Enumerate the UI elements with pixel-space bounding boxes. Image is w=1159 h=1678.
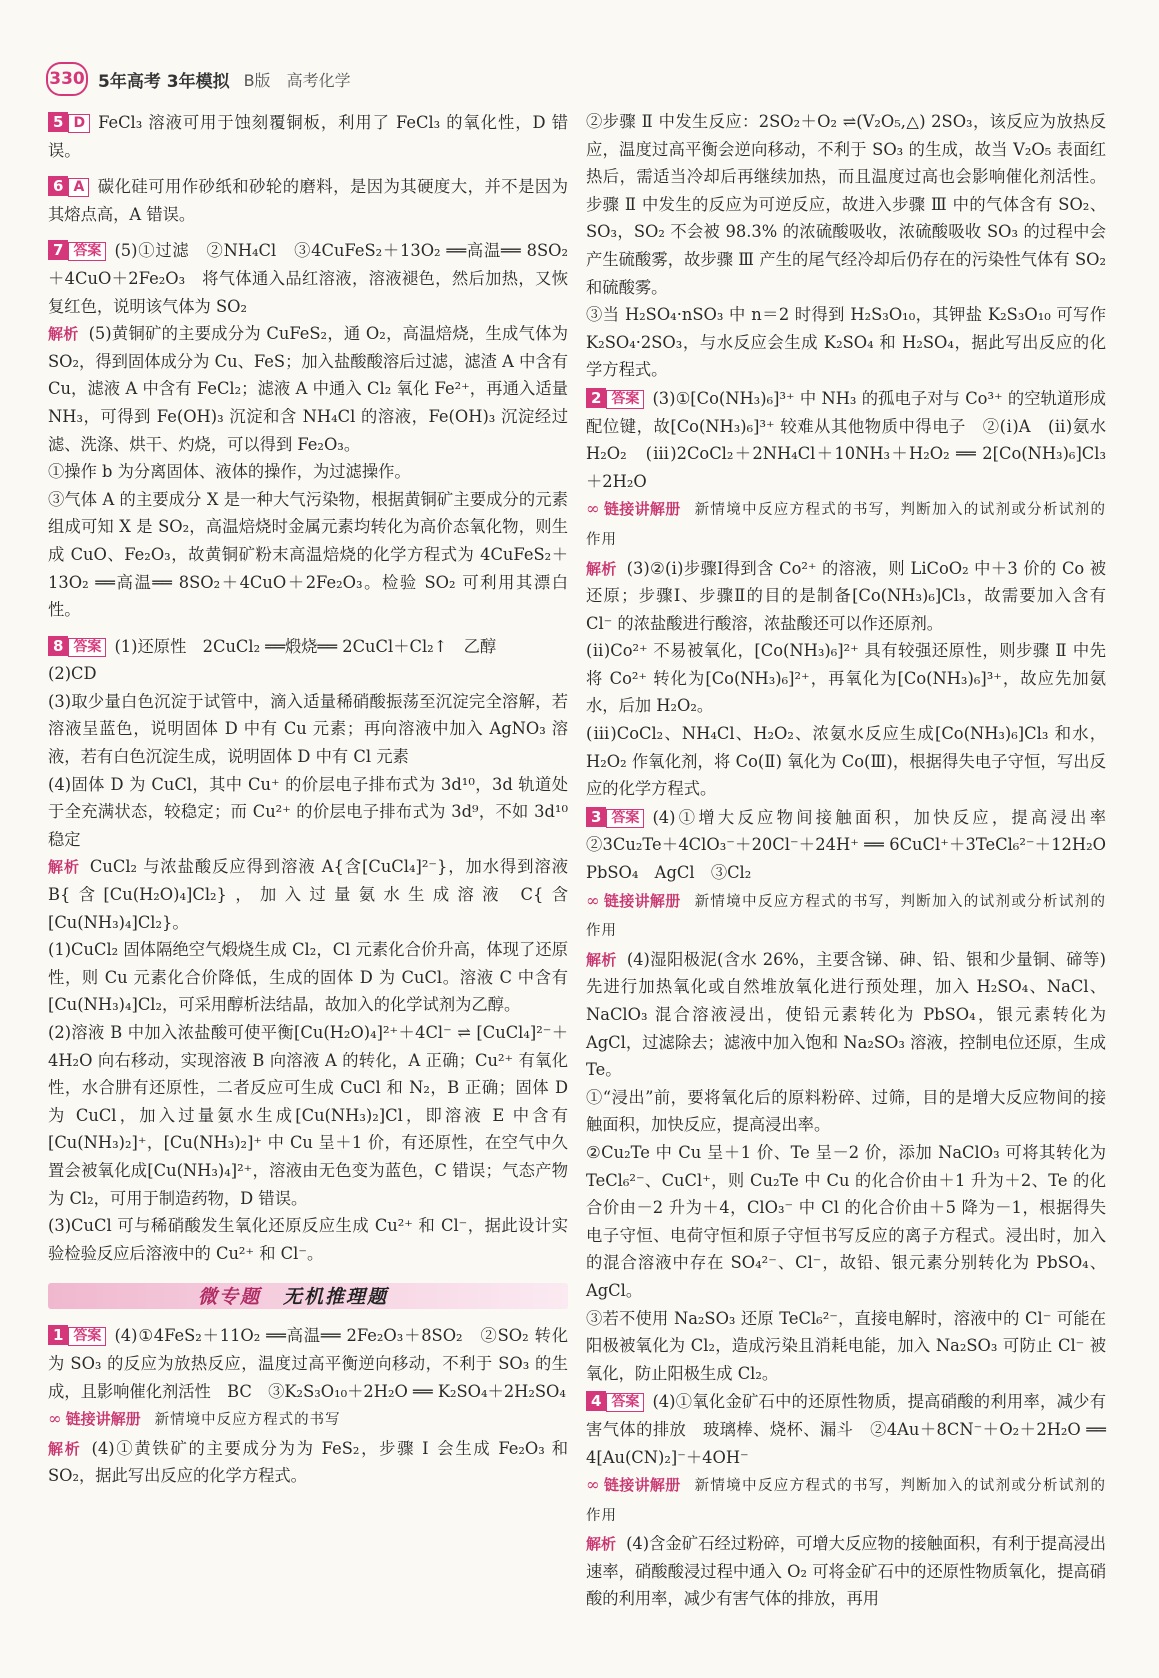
w1-answer-text: (4)①4FeS₂＋11O₂ ══高温══ 2Fe₂O₃＋8SO₂ ②SO₂ 转化为 SO₃ 的反应为放热反应，温度过高平衡逆向移动，不利于 SO₃ 的生成，且影响催化剂活性 BC ③K₂S₃O₁₀＋2H₂O ══ K₂SO₄＋2H₂SO₄ xyxy=(48,1326,568,1401)
q5-block xyxy=(48,108,568,164)
w2-answer-text: (3)①[Co(NH₃)₆]³⁺ 中 NH₃ 的孤电子对与 Co³⁺ 的空轨道形成配位键，故[Co(NH₃)₆]³⁺ 较难从其他物质中得电子 ②(ⅰ)A (ⅱ)氨水 H₂O₂ (ⅲ)2CoCl₂＋2NH₄Cl＋10NH₃＋H₂O₂ ══ 2[Co(NH₃)₆]Cl₃＋2H₂O xyxy=(586,388,1123,491)
q5-text: FeCl₃ 溶液可用于蚀刻覆铜板，利用了 FeCl₃ 的氧化性，D 错误。 xyxy=(48,113,568,160)
w3-answer-text: (4)①增大反应物间接触面积，加快反应，提高浸出率 ②3Cu₂Te＋4ClO₃⁻＋20Cl⁻＋24H⁺ ══ 6CuCl⁺＋3TeCl₆²⁻＋12H₂O PbSO₄ AgCl ③Cl₂ xyxy=(586,807,1123,883)
link-label: 链接讲解册 xyxy=(603,1476,681,1495)
analysis-label: 解析 xyxy=(48,858,80,877)
q6-badge: 6 A xyxy=(48,172,89,200)
book-edition: B版 xyxy=(243,70,271,90)
w1-analysis xyxy=(48,1435,568,1490)
link-label: 链接讲解册 xyxy=(65,1410,141,1429)
w2-analysis-2: (ⅱ)Co²⁺ 不易被氧化，[Co(NH₃)₆]²⁺ 具有较强还原性，则步骤 Ⅱ 中先将 Co²⁺ 转化为[Co(NH₃)₆]²⁺，再氧化为[Co(NH₃)₆]³⁺，故应先加氨水，后加 H₂O₂。 xyxy=(586,641,1106,716)
page-number: 330 xyxy=(46,62,88,96)
w1-analysis-cont-1: ②步骤 Ⅱ 中发生反应：2SO₂＋O₂ ⇌(V₂O₅,△) 2SO₃，该反应为放热反应，温度过高平衡会逆向移动，不利于 SO₃ 的生成，故当 V₂O₅ 表面红热后，需适当冷却后再继续加热，而且温度过高也会影响催化剂活性。步骤 Ⅱ 中发生的反应为可逆反应，故进入步骤 Ⅲ 中的气体含有 SO₂、SO₃，SO₂ 不会被 98.3% 的浓硫酸吸收，浓硫酸吸收 SO₃ 的过程中会产生硫酸雾，故步骤 Ⅲ 产生的尾气经冷却后仍存在的污染性气体有 SO₂ 和硫酸雾。 xyxy=(586,112,1106,297)
q8-analysis-3: (3)CuCl 可与稀硝酸发生氧化还原反应生成 Cu²⁺ 和 Cl⁻，据此设计实验检验反应后溶液中的 Cu²⁺ 和 Cl⁻。 xyxy=(48,1216,568,1263)
w2-analysis-3: (ⅲ)CoCl₂、NH₄Cl、H₂O₂、浓氨水反应生成[Co(NH₃)₆]Cl₃ 和水，H₂O₂ 作氧化剂，将 Co(Ⅱ) 氧化为 Co(Ⅲ)，根据得失电子守恒，写出反应的化学方程式。 xyxy=(586,724,1106,799)
right-column xyxy=(586,108,1123,1613)
w4-analysis xyxy=(586,1530,1106,1613)
w2-analysis xyxy=(586,555,1106,638)
w2-answer xyxy=(586,384,1123,495)
link-label: 链接讲解册 xyxy=(603,891,681,910)
link-label: 链接讲解册 xyxy=(603,500,681,519)
link-icon: ∞ xyxy=(586,1475,600,1495)
q5-badge: 5 D xyxy=(48,108,90,136)
w3-analysis xyxy=(586,946,1106,1084)
w2-link xyxy=(586,495,1106,554)
w1-answer xyxy=(48,1321,568,1405)
q8-answer-3: (3)取少量白色沉淀于试管中，滴入适量稀硝酸振荡至沉淀完全溶解，若溶液呈蓝色，说明固体 D 中有 Cu 元素；再向溶液中加入 AgNO₃ 溶液，若有白色沉淀生成，说明固体 D 中有 Cl 元素 xyxy=(48,691,568,767)
w3-link xyxy=(586,887,1106,946)
q6-text: 碳化硅可用作砂纸和砂轮的磨料，是因为其硬度大，并不是因为其熔点高，A 错误。 xyxy=(48,177,568,224)
q7-answer xyxy=(48,236,568,320)
book-subject: 高考化学 xyxy=(286,70,351,90)
w3-analysis-3: ②Cu₂Te 中 Cu 呈＋1 价、Te 呈－2 价，添加 NaClO₃ 可将其转化为 TeCl₆²⁻、CuCl⁺，则 Cu₂Te 中 Cu 的化合价由＋1 升为＋2、Te 的化合价由－2 升为＋4，ClO₃⁻ 中 Cl 的化合价由＋5 降为－1，根据得失电子守恒、电荷守恒和原子守恒书写反应的离子方程式。浸出时，加入的混合溶液中存在 SO₄²⁻、Cl⁻，故铅、银元素分别转化为 PbSO₄、AgCl。 xyxy=(586,1142,1106,1300)
book-title: 5年高考 3年模拟 xyxy=(98,71,230,92)
q8-answer-2: (2)CD xyxy=(48,664,97,684)
w3-answer xyxy=(586,803,1123,887)
q8-analysis-2: (2)溶液 B 中加入浓盐酸可使平衡[Cu(H₂O)₄]²⁺＋4Cl⁻ ⇌ [CuCl₄]²⁻＋4H₂O 向右移动，实现溶液 B 向溶液 A 的转化，A 正确；Cu²⁺ 有氧化性，水合肼有还原性，二者反应可生成 CuCl 和 N₂，B 正确；固体 D 为 CuCl，加入过量氨水生成[Cu(NH₃)₂]Cl，即溶液 E 中含有[Cu(NH₃)₂]⁺，[Cu(NH₃)₂]⁺ 中 Cu 呈＋1 价，有还原性，在空气中久置会被氧化成[Cu(NH₃)₄]²⁺，溶液由无色变为蓝色，C 错误；气态产物为 Cl₂，可用于制造药物，D 错误。 xyxy=(48,1023,568,1208)
link-icon: ∞ xyxy=(586,499,600,519)
analysis-label: 解析 xyxy=(48,325,79,344)
w4-badge: 4 答案 xyxy=(586,1387,644,1415)
q8-answer-4: (4)固体 D 为 CuCl，其中 Cu⁺ 的价层电子排布式为 3d¹⁰，3d 轨道处于全充满状态，较稳定；而 Cu²⁺ 的价层电子排布式为 3d⁹，不如 3d¹⁰ 稳定 xyxy=(48,774,568,849)
w3-analysis-2: ①“浸出”前，要将氧化后的原料粉碎、过筛，目的是增大反应物间的接触面积，加快反应，提高浸出率。 xyxy=(586,1087,1106,1135)
w1-analysis-text: (4)①黄铁矿的主要成分为为 FeS₂，步骤 Ⅰ 会生成 Fe₂O₃ 和 SO₂，据此写出反应的化学方程式。 xyxy=(48,1438,568,1486)
w1-link xyxy=(48,1405,568,1435)
q8-answer-1: (1)还原性 2CuCl₂ ══煅烧══ 2CuCl＋Cl₂↑ 乙醇 xyxy=(114,636,497,656)
analysis-label: 解析 xyxy=(48,1439,82,1458)
analysis-label: 解析 xyxy=(586,1535,617,1554)
link-context: 新情境中反应方程式的书写，判断加入的试剂或分析试剂的作用 xyxy=(586,1478,1106,1524)
w4-answer xyxy=(586,1387,1106,1471)
w4-link xyxy=(586,1471,1106,1530)
link-context: 新情境中反应方程式的书写，判断加入的试剂或分析试剂的作用 xyxy=(586,893,1106,940)
q7-analysis-3: ③气体 A 的主要成分 X 是一种大气污染物，根据黄铜矿主要成分的元素组成可知 X 是 SO₂，高温焙烧时金属元素均转化为高价态氧化物，则生成 CuO、Fe₂O₃，故黄铜矿粉末高温焙烧的化学方程式为 4CuFeS₂＋13O₂ ══高温══ 8SO₂＋4CuO＋2Fe₂O₃。检验 SO₂ 可利用其漂白性。 xyxy=(48,489,568,620)
q8-analysis-1: (1)CuCl₂ 固体隔绝空气煅烧生成 Cl₂，Cl 元素化合价升高，体现了还原性，则 Cu 元素化合价降低，生成的固体 D 为 CuCl。溶液 C 中含有[Cu(NH₃)₄]Cl₂，可采用醇析法结晶，故加入的化学试剂为乙醇。 xyxy=(48,940,568,1015)
q7-analysis-2: ①操作 b 为分离固体、液体的操作，为过滤操作。 xyxy=(48,462,411,482)
q8-answer xyxy=(48,632,568,661)
w4-answer-text: (4)①氧化金矿石中的还原性物质，提高硝酸的利用率，减少有害气体的排放 玻璃棒、烧杯、漏斗 ②4Au＋8CN⁻＋O₂＋2H₂O ══ 4[Au(CN)₂]⁻＋4OH⁻ xyxy=(586,1392,1106,1467)
w4-analysis-text: (4)含金矿石经过粉碎，可增大反应物的接触面积，有利于提高浸出速率，硝酸酸浸过程中通入 O₂ 可将金矿石中的还原性物质氧化，提高硝酸的利用率，减少有害气体的排放，再用 xyxy=(586,1534,1106,1609)
q7-analysis-1: (5)黄铜矿的主要成分为 CuFeS₂，通 O₂，高温焙烧，生成气体为 SO₂，得到固体成分为 Cu、FeS；加入盐酸酸溶后过滤，滤渣 A 中含有 Cu，滤液 A 中含有 FeCl₂；滤液 A 中通入 Cl₂ 氧化 Fe²⁺，再通入适量 NH₃，可得到 Fe(OH)₃ 沉淀和含 NH₄Cl 的溶液，Fe(OH)₃ 沉淀经过滤、洗涤、烘干、灼烧，可以得到 Fe₂O₃。 xyxy=(48,324,568,454)
banner-label: 微专题 xyxy=(198,1286,262,1309)
page-header xyxy=(46,62,351,96)
link-context: 新情境中反应方程式的书写 xyxy=(154,1412,341,1429)
link-icon: ∞ xyxy=(48,1409,62,1429)
topic-banner xyxy=(48,1277,568,1313)
w2-analysis-1: (3)②(ⅰ)步骤Ⅰ得到含 Co²⁺ 的溶液，则 LiCoO₂ 中＋3 价的 Co 被还原；步骤Ⅰ、步骤Ⅱ的目的是制备[Co(NH₃)₆]Cl₃，故需要加入含有 Cl⁻ 的浓盐酸进行酸溶，浓盐酸还可以作还原剂。 xyxy=(586,558,1106,633)
q8-badge: 8 答案 xyxy=(48,632,106,660)
q6-block xyxy=(48,172,568,228)
w1-analysis-cont-2: ③当 H₂SO₄·nSO₃ 中 n＝2 时得到 H₂S₃O₁₀，其钾盐 K₂S₃O₁₀ 可写作 K₂SO₄·2SO₃，与水反应会生成 K₂SO₄ 和 H₂SO₄，据此写出反应的化学方程式。 xyxy=(586,305,1106,380)
q8-analysis xyxy=(48,853,568,936)
w3-analysis-4: ③若不使用 Na₂SO₃ 还原 TeCl₆²⁻，直接电解时，溶液中的 Cl⁻ 可能在阳极被氧化为 Cl₂，造成污染且消耗电能，加入 Na₂SO₃ 可防止 Cl⁻ 被氧化，防止阳极生成 Cl₂。 xyxy=(586,1308,1106,1383)
banner-title: 无机推理题 xyxy=(283,1286,389,1309)
q7-badge: 7 答案 xyxy=(48,236,106,264)
q7-analysis xyxy=(48,320,568,458)
w3-badge: 3 答案 xyxy=(586,803,644,831)
w3-analysis-1: (4)湿阳极泥(含水 26%，主要含锑、砷、铅、银和少量铜、碲等)先进行加热氧化或自然堆放氧化进行预处理，加入 H₂SO₄、NaCl、NaClO₃ 混合溶液浸出，使铅元素转化为 PbSO₄，银元素转化为 AgCl，过滤除去；滤液中加入饱和 Na₂SO₃ 溶液，控制电位还原，生成 Te。 xyxy=(586,949,1106,1080)
q8-analysis-0: CuCl₂ 与浓盐酸反应得到溶液 A{含[CuCl₄]²⁻}，加水得到溶液 B{含[Cu(H₂O)₄]Cl₂}，加入过量氨水生成溶液 C{含[Cu(NH₃)₄]Cl₂}。 xyxy=(48,857,568,932)
q7-answer-text: (5)①过滤 ②NH₄Cl ③4CuFeS₂＋13O₂ ══高温══ 8SO₂＋4CuO＋2Fe₂O₃ 将气体通入品红溶液，溶液褪色，然后加热，又恢复红色，说明该气体为 SO₂ xyxy=(48,241,568,316)
analysis-label: 解析 xyxy=(586,559,617,578)
link-context: 新情境中反应方程式的书写，判断加入的试剂或分析试剂的作用 xyxy=(586,502,1106,548)
link-icon: ∞ xyxy=(586,890,600,910)
left-column xyxy=(48,108,568,1490)
analysis-label: 解析 xyxy=(586,950,617,969)
w1-badge: 1 答案 xyxy=(48,1321,106,1349)
w2-badge: 2 答案 xyxy=(586,384,644,412)
